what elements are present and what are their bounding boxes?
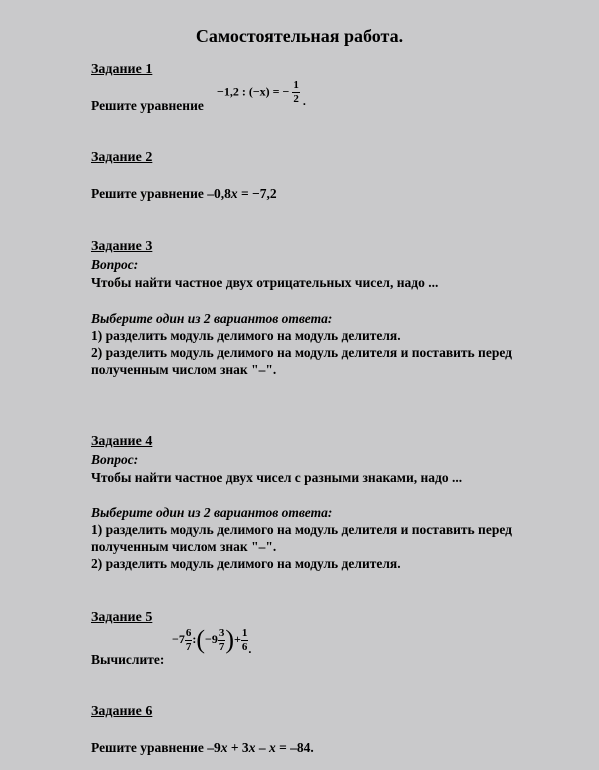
task-2-prompt-text: Решите уравнение –0,8 (91, 186, 231, 201)
fraction-numerator: 1 (241, 626, 248, 639)
task-4-heading: Задание 4 (91, 434, 153, 449)
task-2-heading: Задание 2 (91, 150, 153, 165)
task-2-prompt (91, 186, 277, 202)
task-5-prompt: Вычислите: (91, 652, 165, 667)
task-6-heading: Задание 6 (91, 704, 153, 719)
left-paren: ( (196, 625, 206, 654)
fraction-denominator: 7 (185, 640, 192, 653)
task-1-equation (217, 79, 306, 109)
fraction-denominator: 6 (241, 640, 248, 653)
page-title: Самостоятельная работа. (195, 26, 404, 46)
task-1-equation-end: . (302, 94, 306, 109)
task-4-question-label: Вопрос: (91, 452, 139, 467)
expression-end: . (248, 641, 252, 656)
task-3-option-1: 1) разделить модуль делимого на модуль делителя. (91, 328, 401, 343)
task-6-variable-1: x (220, 740, 228, 755)
task-1-heading: Задание 1 (91, 62, 153, 77)
task-6-mid: + 3 (227, 740, 249, 755)
task-4-question: Чтобы найти частное двух чисел с разными знаками, надо ... (91, 470, 463, 485)
task-5-heading: Задание 5 (91, 610, 153, 625)
division-sign: : (192, 631, 197, 646)
task-6-mid-2: – (255, 740, 269, 755)
task-6-prompt (91, 740, 314, 756)
task-4-option-1: 1) разделить модуль делимого на модуль делителя и поставить перед (91, 522, 512, 537)
plus-sign: + (234, 631, 241, 646)
task-3-choose-label: Выберите один из 2 вариантов ответа: (91, 311, 333, 326)
task-6-prompt-text: Решите уравнение –9 (91, 740, 221, 755)
task-4-option-1-cont: полученным числом знак "–". (91, 539, 277, 554)
task-2-variable: x (230, 186, 238, 201)
task-3-question: Чтобы найти частное двух отрицательных чисел, надо ... (91, 275, 439, 290)
task-1-equation-left: −1,2 : (−x) = − (217, 84, 290, 99)
task-4-option-2: 2) разделить модуль делимого на модуль делителя. (91, 556, 401, 571)
fraction-denominator: 2 (293, 93, 299, 105)
task-2-prompt-rest: = −7,2 (237, 186, 277, 201)
task-1-fraction (292, 80, 300, 105)
task-1-prompt: Решите уравнение (91, 98, 204, 113)
fraction-numerator: 6 (185, 626, 192, 639)
task-3-option-2-cont: полученным числом знак "–". (91, 362, 277, 377)
task-6-variable-3: x (268, 740, 276, 755)
task-3-question-label: Вопрос: (91, 257, 139, 272)
right-paren: ) (225, 625, 235, 654)
fraction-denominator: 7 (218, 640, 225, 653)
task-6-rest: = –84. (275, 740, 314, 755)
task-3-option-2: 2) разделить модуль делимого на модуль делителя и поставить перед (91, 345, 512, 360)
task-6-variable-2: x (248, 740, 256, 755)
mixed-number-1-whole: −7 (172, 631, 185, 646)
fraction-numerator: 3 (218, 626, 225, 639)
mixed-number-2-whole: −9 (205, 631, 218, 646)
task-4-choose-label: Выберите один из 2 вариантов ответа: (91, 505, 333, 520)
fraction-numerator: 1 (293, 79, 299, 91)
task-3-heading: Задание 3 (91, 239, 153, 254)
task-5-expression (172, 625, 252, 656)
